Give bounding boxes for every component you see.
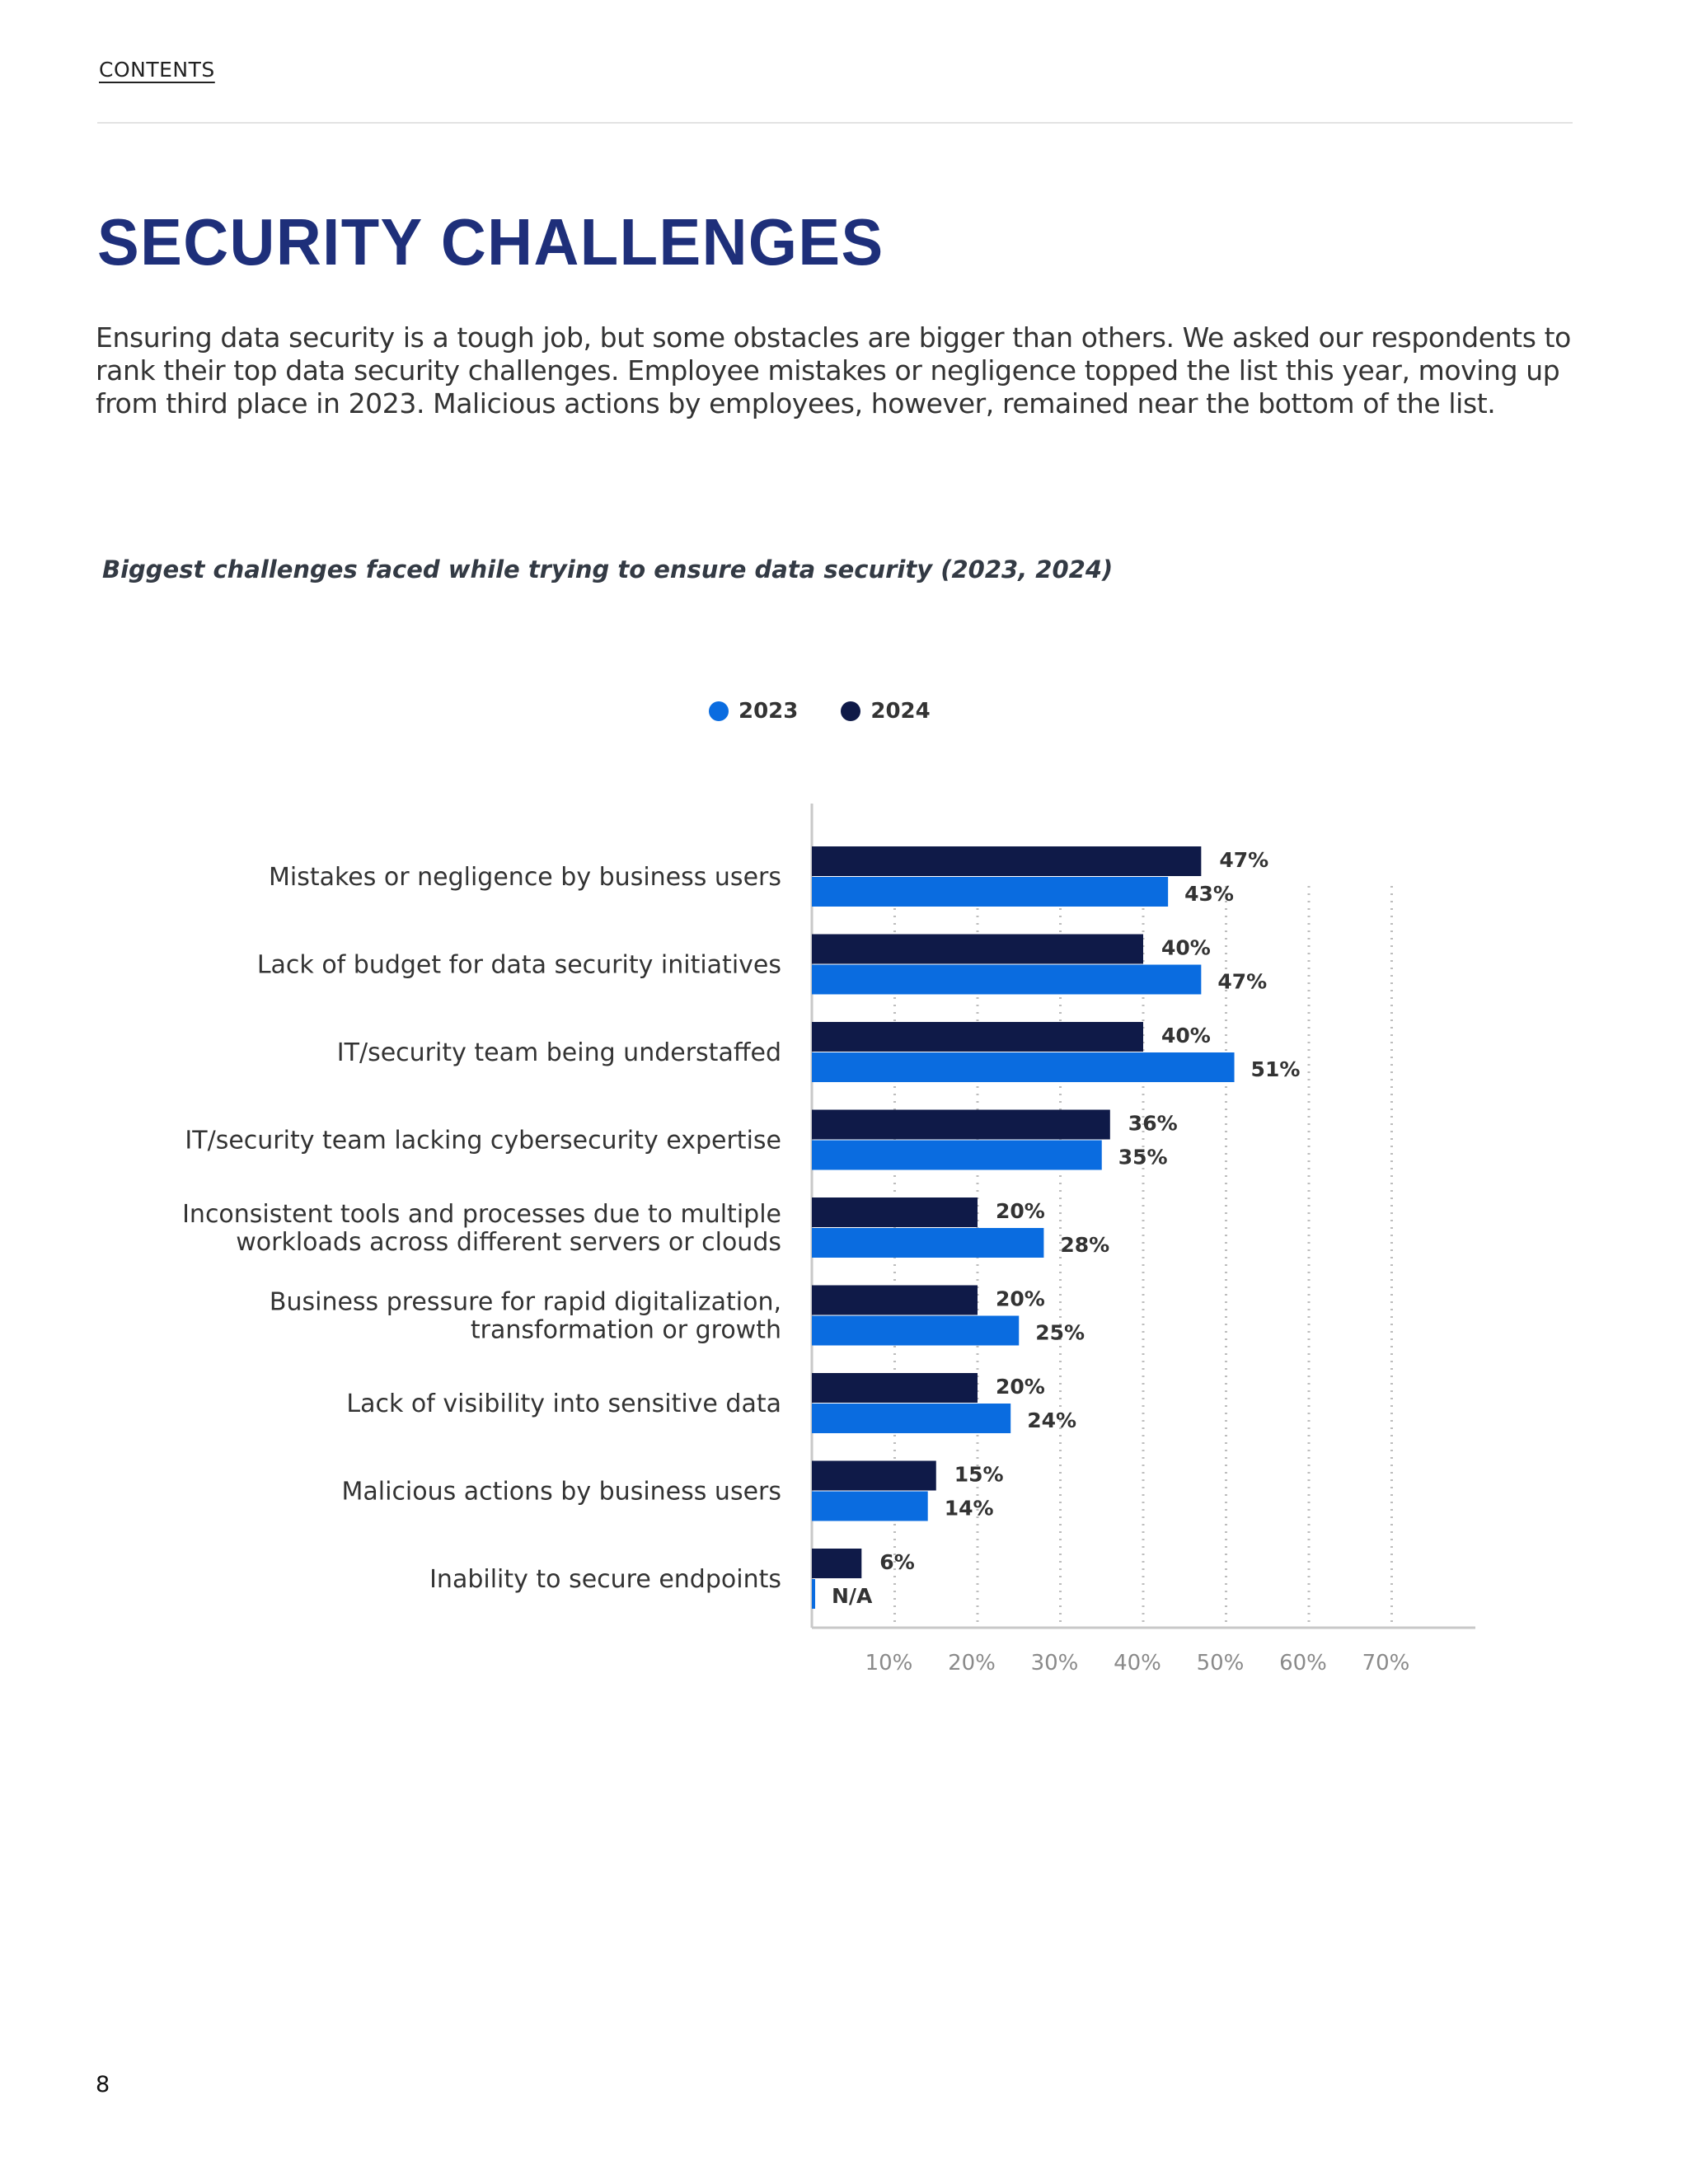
data-label-2023: 28%	[1060, 1233, 1110, 1257]
data-label-2024: 36%	[1128, 1111, 1178, 1136]
category-label: Business pressure for rapid digitalization,	[269, 1287, 781, 1317]
data-label-2024: 40%	[1161, 1024, 1211, 1047]
bar-2024	[812, 846, 1201, 876]
x-tick-label: 60%	[1279, 1651, 1327, 1675]
legend-label-2024: 2024	[870, 699, 931, 724]
x-tick-label: 30%	[1030, 1651, 1079, 1675]
bar-2024	[812, 1110, 1110, 1140]
category-label: workloads across different servers or clouds	[236, 1228, 781, 1257]
category-label: IT/security team being understaffed	[336, 1038, 781, 1067]
page-number: 8	[96, 2072, 110, 2097]
bar-2024	[812, 1197, 978, 1227]
x-tick-label: 70%	[1362, 1651, 1410, 1675]
bar-2024	[812, 1461, 936, 1491]
data-label-2023: N/A	[832, 1584, 873, 1608]
category-label: Lack of visibility into sensitive data	[346, 1390, 781, 1418]
data-label-2024: 40%	[1161, 935, 1211, 960]
bar-2024	[812, 1373, 978, 1403]
intro-paragraph: Ensuring data security is a tough job, but some obstacles are bigger than others. We asked our respondents to rank their top data security challenges. Employee mistakes or negligence topped the list this year, moving up from third place in 2023. Malicious actions by employees, however, remained near the bottom of the list.	[96, 321, 1571, 419]
category-label: IT/security team lacking cybersecurity expertise	[185, 1126, 781, 1155]
legend-label-2023: 2023	[738, 699, 799, 724]
category-label: Inconsistent tools and processes due to multiple	[182, 1200, 781, 1229]
data-label-2023: 14%	[944, 1496, 994, 1521]
data-label-2024: 20%	[996, 1375, 1045, 1399]
category-label: transformation or growth	[470, 1315, 781, 1345]
x-tick-label: 20%	[948, 1651, 996, 1675]
bar-2023	[812, 1141, 1102, 1170]
data-label-2024: 15%	[954, 1462, 1004, 1487]
data-label-2024: 20%	[996, 1286, 1045, 1311]
data-label-2024: 47%	[1219, 848, 1269, 872]
bar-2023	[812, 1579, 815, 1609]
contents-link[interactable]: CONTENTS	[99, 58, 215, 82]
bar-2023	[812, 1492, 928, 1521]
x-tick-label: 10%	[865, 1651, 913, 1675]
bar-2024	[812, 1549, 861, 1578]
data-label-2023: 35%	[1118, 1145, 1168, 1169]
data-label-2024: 6%	[879, 1550, 915, 1574]
chart-title: Biggest challenges faced while trying to ensure data security (2023, 2024)	[102, 555, 1114, 583]
bar-2023	[812, 965, 1201, 995]
data-label-2023: 24%	[1027, 1408, 1077, 1432]
data-label-2024: 20%	[996, 1199, 1045, 1223]
data-label-2023: 43%	[1184, 882, 1234, 906]
bar-2023	[812, 877, 1168, 907]
category-label: Mistakes or negligence by business users	[268, 863, 781, 892]
bar-2023	[812, 1316, 1019, 1346]
bar-2024	[812, 1022, 1143, 1052]
bar-2024	[812, 1286, 978, 1315]
x-tick-label: 50%	[1196, 1651, 1245, 1675]
page-title: SECURITY CHALLENGES	[97, 205, 884, 279]
x-tick-label: 40%	[1114, 1651, 1161, 1675]
bar-2023	[812, 1052, 1235, 1082]
category-label: Lack of budget for data security initiatives	[256, 950, 781, 980]
data-label-2023: 47%	[1217, 969, 1268, 994]
bar-2023	[812, 1404, 1010, 1433]
data-label-2023: 25%	[1035, 1320, 1085, 1345]
data-label-2023: 51%	[1250, 1057, 1301, 1081]
category-label: Inability to secure endpoints	[429, 1565, 781, 1594]
bar-2023	[812, 1228, 1043, 1258]
category-label: Malicious actions by business users	[341, 1477, 781, 1507]
bar-2024	[812, 935, 1143, 964]
